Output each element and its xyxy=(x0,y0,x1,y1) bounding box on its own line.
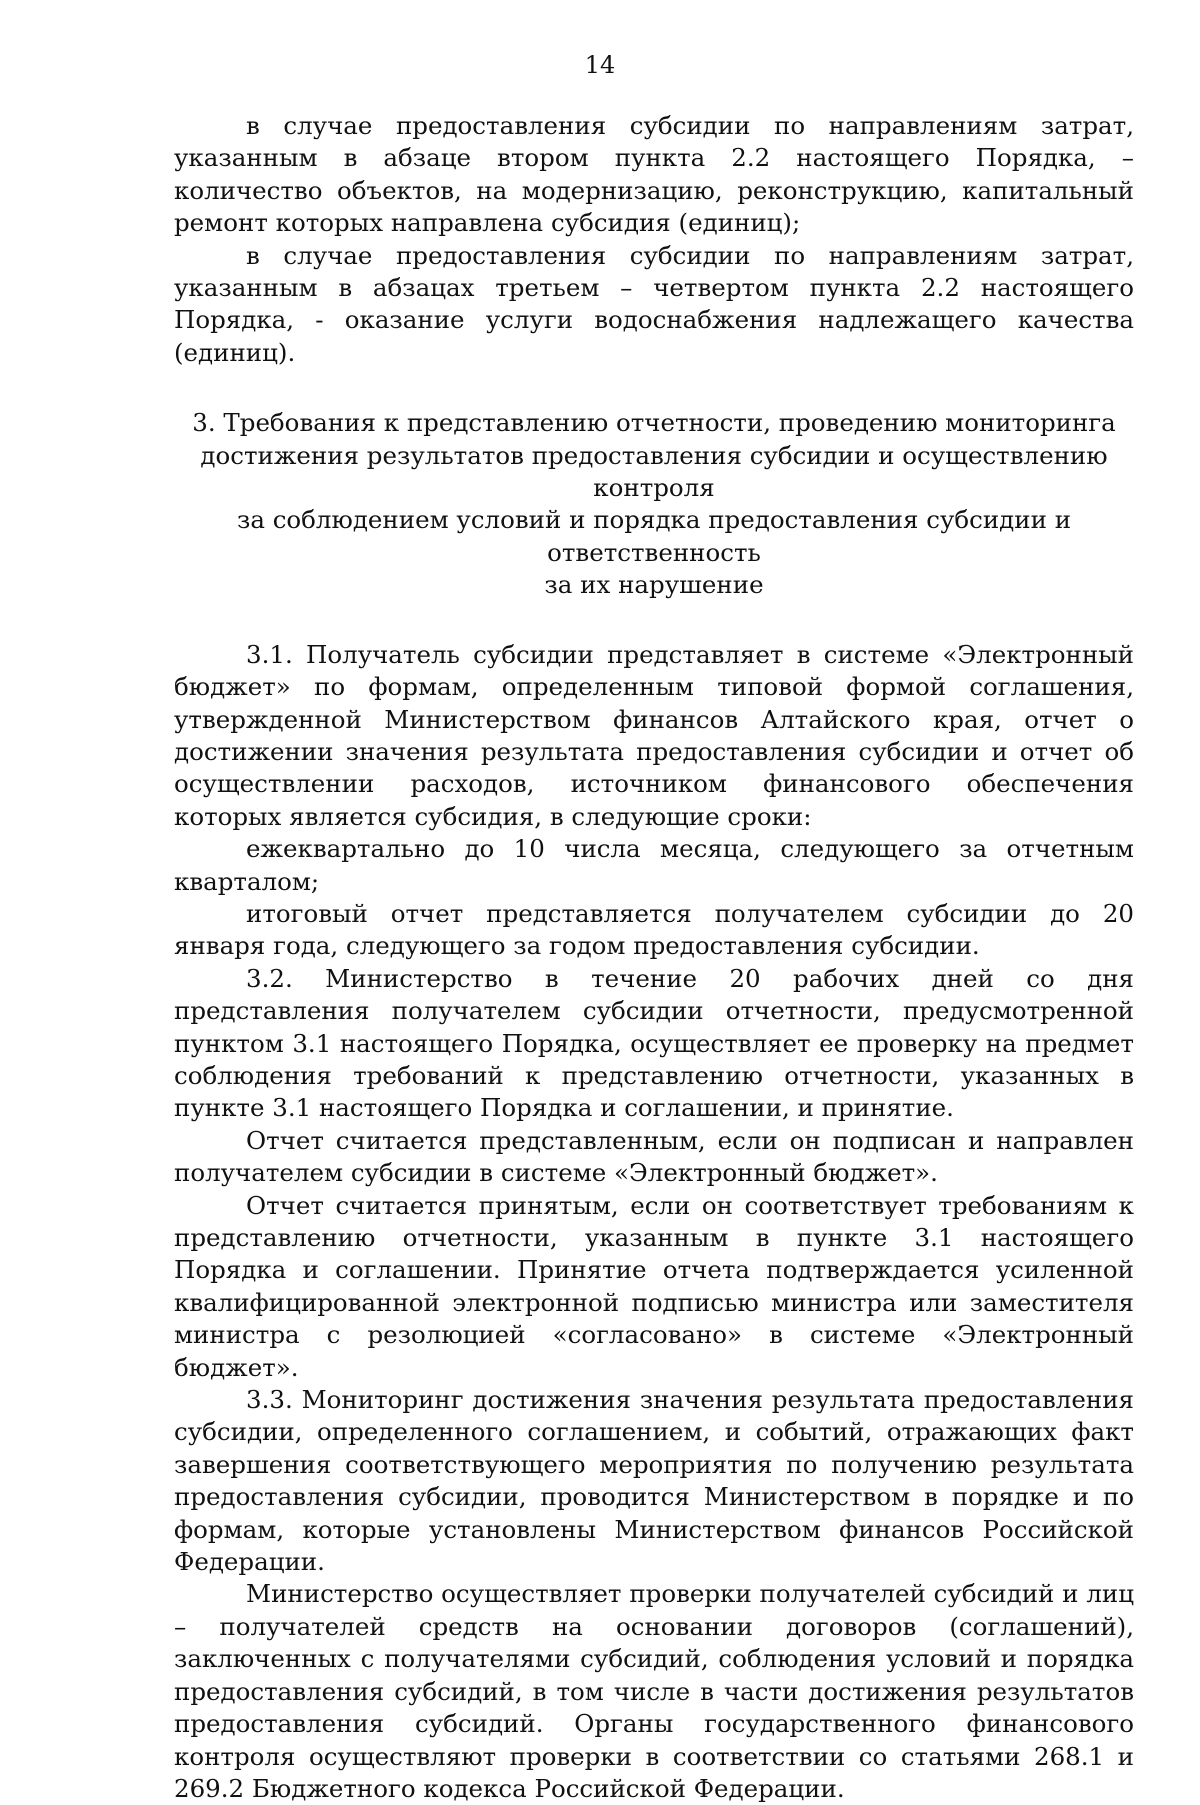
heading-line: достижения результатов предоставления субсидии и осуществлению контроля xyxy=(200,440,1108,503)
section-heading xyxy=(174,407,1134,601)
heading-line: 3. Требования к представлению отчетности, проведению мониторинга xyxy=(192,408,1116,438)
paragraph: Отчет считается представленным, если он подписан и направлен получателем субсидии в системе «Электронный бюджет». xyxy=(174,1125,1134,1188)
page-number: 14 xyxy=(584,51,616,79)
paragraph: ежеквартально до 10 числа месяца, следующего за отчетным кварталом; xyxy=(174,834,1134,896)
paragraph: в случае предоставления субсидии по направлениям затрат, указанным в абзацах третьем – четвертом пункта 2.2 настоящего Порядка, - оказание услуги водоснабжения надлежащего качества (единиц). xyxy=(174,240,1134,367)
paragraph: в случае предоставления субсидии по направлениям затрат, указанным в абзаце втором пункта 2.2 настоящего Порядка, – количество объектов, на модернизацию, реконструкцию, капитальный ремонт которых направлена субсидия (единиц); xyxy=(174,111,1134,238)
paragraph: итоговый отчет представляется получателем субсидии до 20 января года, следующего за годом предоставления субсидии. xyxy=(174,898,1134,961)
paragraph: 3.2. Министерство в течение 20 рабочих дней со дня представления получателем субсидии отчетности, предусмотренной пунктом 3.1 настоящего Порядка, осуществляет ее проверку на предмет соблюдения требований к представлению отчетности, указанных в пункте 3.1 настоящего Порядка и соглашении, и принятие. xyxy=(174,963,1134,1123)
heading-line: за соблюдением условий и порядка предоставления субсидии и ответственность xyxy=(236,505,1072,567)
heading-line: за их нарушение xyxy=(544,570,764,600)
paragraph: Отчет считается принятым, если он соответствует требованиям к представлению отчетности, указанным в пункте 3.1 настоящего Порядка и соглашении. Принятие отчета подтверждается усиленной квалифицированной электронной подписью министра или заместителя министра с резолюцией «согласовано» в системе «Электронный бюджет». xyxy=(174,1190,1134,1382)
paragraph: 3.3. Мониторинг достижения значения результата предоставления субсидии, определенного соглашением, и событий, отражающих факт завершения соответствующего мероприятия по получению результата предоставления субсидии, проводится Министерством в порядке и по формам, которые установлены Министерством финансов Российской Федерации. xyxy=(174,1385,1134,1577)
document-body xyxy=(174,110,1134,1805)
paragraph: Министерство осуществляет проверки получателей субсидий и лиц – получателей средств на основании договоров (соглашений), заключенных с получателями субсидий, соблюдения условий и порядка предоставления субсидий, в том числе в части достижения результатов предоставления субсидий. Органы государственного финансового контроля осуществляют проверки в соответствии со статьями 268.1 и 269.2 Бюджетного кодекса Российской Федерации. xyxy=(174,1579,1134,1803)
paragraph: 3.1. Получатель субсидии представляет в системе «Электронный бюджет» по формам, определенным типовой формой соглашения, утвержденной Министерством финансов Алтайского края, отчет о достижении значения результата предоставления субсидии и отчет об осуществлении расходов, источником финансового обеспечения которых является субсидия, в следующие сроки: xyxy=(174,639,1134,831)
